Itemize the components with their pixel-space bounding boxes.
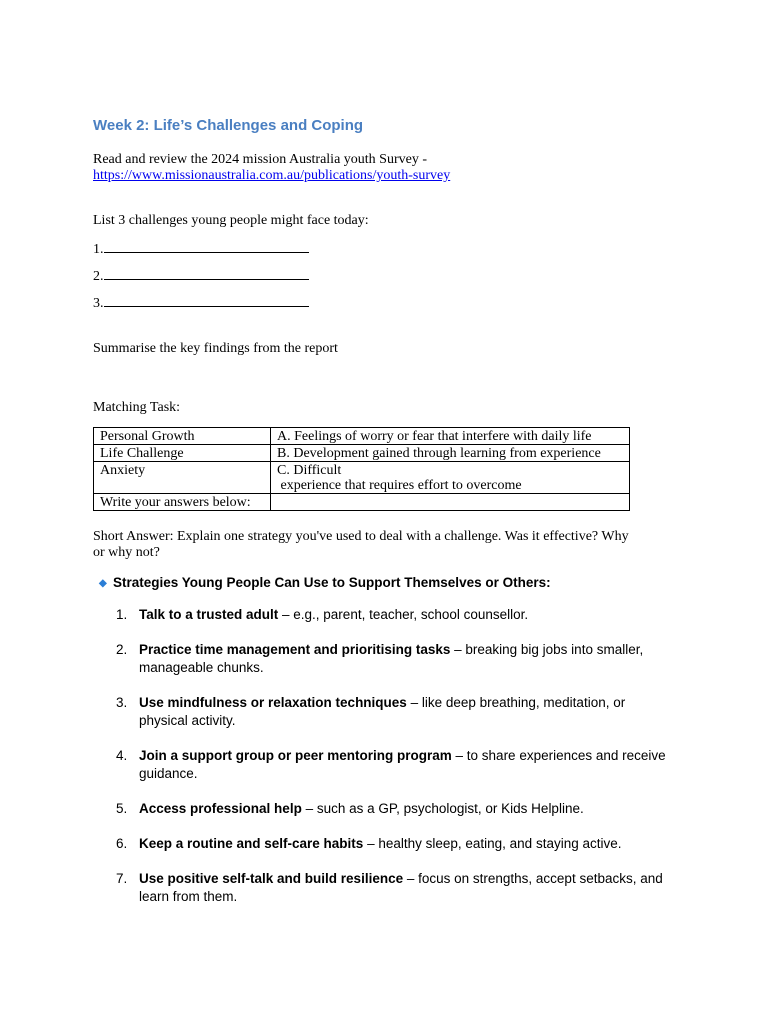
strategies-heading: Strategies Young People Can Use to Support Themselves or Others: (113, 575, 551, 590)
item-number: 3. (116, 695, 128, 710)
table-cell: B. Development gained through learning from experience (271, 445, 630, 462)
blank-line-2[interactable] (93, 268, 309, 285)
item-title: Join a support group or peer mentoring program (139, 748, 452, 763)
table-row (94, 494, 630, 511)
table-row (94, 462, 630, 494)
item-number: 5. (116, 801, 128, 816)
list-item (116, 870, 676, 906)
survey-link[interactable]: https://www.missionaustralia.com.au/publications/youth-survey (93, 168, 451, 183)
item-description: – to share experiences and receive guidance. (139, 748, 666, 781)
item-description: – e.g., parent, teacher, school counsellor. (278, 607, 529, 622)
table-cell: Anxiety (94, 462, 271, 494)
blank-line-1[interactable] (93, 241, 309, 258)
answer-cell[interactable] (271, 494, 630, 511)
answer-underline (104, 268, 309, 280)
item-title: Use positive self-talk and build resilience (139, 871, 404, 886)
list-item (116, 800, 676, 818)
table-row (94, 428, 630, 445)
list-item (116, 747, 676, 783)
item-description: – like deep breathing, meditation, or physical activity. (139, 695, 626, 728)
item-description: – focus on strengths, accept setbacks, and learn from them. (139, 871, 663, 904)
table-cell: A. Feelings of worry or fear that interfere with daily life (271, 428, 630, 445)
item-number: 6. (116, 836, 128, 851)
table-row (94, 445, 630, 462)
strategies-heading-row (99, 575, 551, 590)
item-number: 7. (116, 871, 128, 886)
answer-underline (104, 295, 309, 307)
list-item (116, 641, 676, 677)
item-title: Practice time management and prioritising tasks (139, 642, 451, 657)
blank-number: 1. (93, 242, 104, 257)
list-item (116, 606, 676, 624)
table-cell: Life Challenge (94, 445, 271, 462)
item-description: – breaking big jobs into smaller, manageable chunks. (139, 642, 644, 675)
table-cell: Write your answers below: (94, 494, 271, 511)
item-description: – healthy sleep, eating, and staying active. (363, 836, 622, 851)
item-number: 4. (116, 748, 128, 763)
item-title: Use mindfulness or relaxation techniques (139, 695, 407, 710)
item-title: Access professional help (139, 801, 302, 816)
matching-label: Matching Task: (93, 400, 181, 415)
blank-number: 2. (93, 269, 104, 284)
strategies-list (116, 606, 676, 923)
summarise-prompt: Summarise the key findings from the report (93, 341, 338, 356)
diamond-bullet-icon: ◆ (99, 578, 107, 589)
short-answer-line-1: Short Answer: Explain one strategy you've used to deal with a challenge. Was it effective? Why (93, 529, 629, 544)
item-description: – such as a GP, psychologist, or Kids Helpline. (301, 801, 584, 816)
item-title: Talk to a trusted adult (139, 607, 279, 622)
challenges-prompt: List 3 challenges young people might face today: (93, 213, 369, 228)
table-cell: Personal Growth (94, 428, 271, 445)
cell-line: C. Difficult (277, 463, 342, 478)
answer-underline (104, 241, 309, 253)
list-item (116, 694, 676, 730)
intro-text: Read and review the 2024 mission Australia youth Survey - (93, 152, 427, 167)
matching-table (93, 427, 630, 511)
cell-line: experience that requires effort to overcome (277, 478, 522, 493)
item-title: Keep a routine and self-care habits (139, 836, 364, 851)
short-answer-line-2: or why not? (93, 545, 160, 560)
blank-number: 3. (93, 296, 104, 311)
blank-line-3[interactable] (93, 295, 309, 312)
list-item (116, 835, 676, 853)
item-number: 1. (116, 607, 128, 622)
page-title: Week 2: Life’s Challenges and Coping (93, 117, 364, 134)
item-number: 2. (116, 642, 128, 657)
table-cell (271, 462, 630, 494)
